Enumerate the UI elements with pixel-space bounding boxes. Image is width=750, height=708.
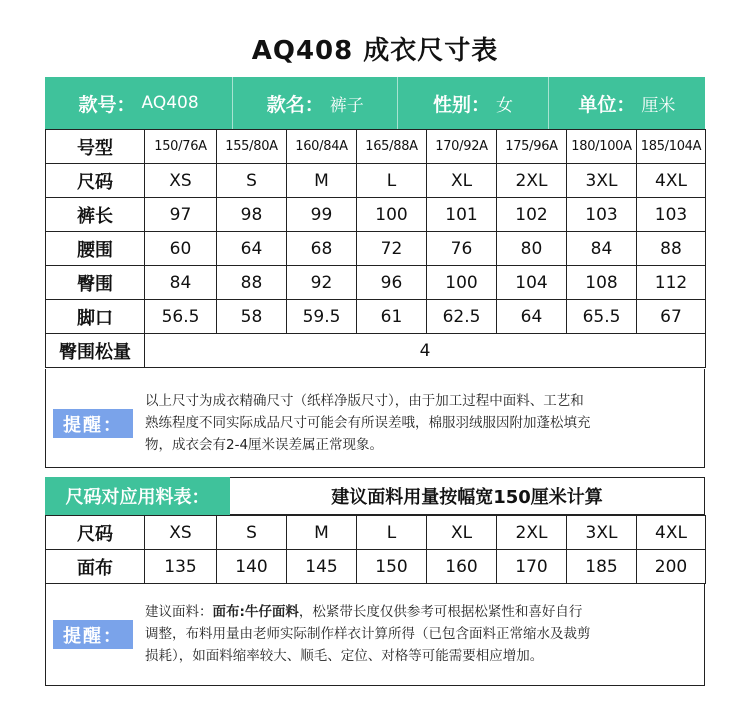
table-cell: 170/92A xyxy=(427,130,497,164)
table-row xyxy=(46,164,706,198)
table-cell: 96 xyxy=(357,266,427,300)
note-line-prefix: 建议面料： xyxy=(145,604,213,620)
table-cell: 58 xyxy=(217,300,287,334)
style-name-value: 裤子 xyxy=(329,95,364,116)
table-cell: 4XL xyxy=(637,164,706,198)
table-row xyxy=(46,130,706,164)
row-label: 尺码 xyxy=(46,164,145,198)
table-cell: 67 xyxy=(637,300,706,334)
table-cell: 100 xyxy=(427,266,497,300)
table-cell: 185 xyxy=(567,550,637,584)
note-line: 损耗），如面料缩率较大、顺毛、定位、对格等可能需要相应增加。 xyxy=(145,648,544,664)
style-number-cell xyxy=(45,77,233,129)
table-row xyxy=(46,516,706,550)
row-label: 号型 xyxy=(46,130,145,164)
table-cell: 99 xyxy=(287,198,357,232)
unit-cell xyxy=(549,77,705,129)
gender-label: 性别： xyxy=(433,93,491,116)
table-cell: 62.5 xyxy=(427,300,497,334)
table-cell: 104 xyxy=(497,266,567,300)
table-cell: 160 xyxy=(427,550,497,584)
table-row xyxy=(46,550,706,584)
table-cell: 84 xyxy=(145,266,217,300)
table-cell: 72 xyxy=(357,232,427,266)
fabric-section-subtitle: 建议面料用量按幅宽150厘米计算 xyxy=(230,477,705,515)
table-cell: M xyxy=(287,516,357,550)
page-title: AQ408 成衣尺寸表 xyxy=(251,36,499,66)
table-cell: 88 xyxy=(217,266,287,300)
table-cell: 64 xyxy=(497,300,567,334)
table-cell: 200 xyxy=(637,550,706,584)
row-label: 腰围 xyxy=(46,232,145,266)
table-row xyxy=(46,300,706,334)
fabric-recommendation: 面布:牛仔面料 xyxy=(212,604,299,620)
table-cell: 175/96A xyxy=(497,130,567,164)
table-cell: 2XL xyxy=(497,164,567,198)
table-row xyxy=(46,232,706,266)
table-cell: 145 xyxy=(287,550,357,584)
style-name-cell xyxy=(233,77,398,129)
note-label: 提醒： xyxy=(53,409,133,438)
info-banner xyxy=(45,77,705,129)
table-cell: 61 xyxy=(357,300,427,334)
table-cell: 155/80A xyxy=(217,130,287,164)
table-cell: 103 xyxy=(637,198,706,232)
table-cell: 185/104A xyxy=(637,130,706,164)
table-row xyxy=(46,334,706,368)
table-cell: 4XL xyxy=(637,516,706,550)
table-cell: 68 xyxy=(287,232,357,266)
note-line: 调整，布料用量由老师实际制作样衣计算所得（已包含面料正常缩水及裁剪 xyxy=(145,626,591,642)
style-number-value: AQ408 xyxy=(141,93,199,113)
unit-value: 厘米 xyxy=(641,95,676,116)
table-cell: 59.5 xyxy=(287,300,357,334)
fabric-table xyxy=(45,515,706,584)
table-cell: 140 xyxy=(217,550,287,584)
table-cell: 102 xyxy=(497,198,567,232)
table-cell: S xyxy=(217,516,287,550)
gender-cell xyxy=(398,77,548,129)
table-cell: 103 xyxy=(567,198,637,232)
table-cell: S xyxy=(217,164,287,198)
size-table xyxy=(45,129,706,368)
note-line: 物，成衣会有2-4厘米误差属正常现象。 xyxy=(145,437,384,453)
gender-value: 女 xyxy=(496,95,514,116)
note-text-2 xyxy=(145,601,700,667)
note-label-2: 提醒： xyxy=(53,620,133,649)
table-cell: XL xyxy=(427,516,497,550)
ease-value: 4 xyxy=(145,334,706,368)
unit-label: 单位： xyxy=(578,93,636,116)
table-cell: 88 xyxy=(637,232,706,266)
note-line: 熟练程度不同实际成品尺寸可能会有所误差哦，棉服羽绒服因附加蓬松填充 xyxy=(145,415,591,431)
row-label: 臀围松量 xyxy=(46,334,145,368)
table-cell: 98 xyxy=(217,198,287,232)
table-cell: 160/84A xyxy=(287,130,357,164)
table-cell: 150 xyxy=(357,550,427,584)
row-label: 脚口 xyxy=(46,300,145,334)
style-number-label: 款号： xyxy=(78,93,136,116)
table-cell: 100 xyxy=(357,198,427,232)
table-cell: 165/88A xyxy=(357,130,427,164)
table-cell: 135 xyxy=(145,550,217,584)
table-cell: 170 xyxy=(497,550,567,584)
table-cell: XS xyxy=(145,164,217,198)
table-cell: 80 xyxy=(497,232,567,266)
row-label: 面布 xyxy=(46,550,145,584)
table-row xyxy=(46,198,706,232)
table-cell: XS xyxy=(145,516,217,550)
table-cell: 3XL xyxy=(567,164,637,198)
table-cell: 3XL xyxy=(567,516,637,550)
table-cell: 2XL xyxy=(497,516,567,550)
fabric-section-header xyxy=(45,477,705,515)
table-cell: M xyxy=(287,164,357,198)
table-cell: 180/100A xyxy=(567,130,637,164)
fabric-section-label: 尺码对应用料表： xyxy=(45,477,230,515)
table-cell: 101 xyxy=(427,198,497,232)
table-cell: L xyxy=(357,516,427,550)
note-line xyxy=(145,601,700,623)
table-cell: 97 xyxy=(145,198,217,232)
note-text xyxy=(145,390,700,456)
row-label: 尺码 xyxy=(46,516,145,550)
table-cell: 84 xyxy=(567,232,637,266)
table-cell: XL xyxy=(427,164,497,198)
row-label: 臀围 xyxy=(46,266,145,300)
table-cell: 60 xyxy=(145,232,217,266)
table-row xyxy=(46,266,706,300)
table-cell: 112 xyxy=(637,266,706,300)
table-cell: 56.5 xyxy=(145,300,217,334)
table-cell: 92 xyxy=(287,266,357,300)
table-cell: 64 xyxy=(217,232,287,266)
note-line-suffix: ，松紧带长度仅供参考可根据松紧性和喜好自行 xyxy=(298,604,583,620)
note-line: 以上尺寸为成衣精确尺寸（纸样净版尺寸），由于加工过程中面料、工艺和 xyxy=(145,393,584,409)
table-cell: 108 xyxy=(567,266,637,300)
row-label: 裤长 xyxy=(46,198,145,232)
style-name-label: 款名： xyxy=(266,93,324,116)
table-cell: 76 xyxy=(427,232,497,266)
table-cell: L xyxy=(357,164,427,198)
table-cell: 65.5 xyxy=(567,300,637,334)
table-cell: 150/76A xyxy=(145,130,217,164)
